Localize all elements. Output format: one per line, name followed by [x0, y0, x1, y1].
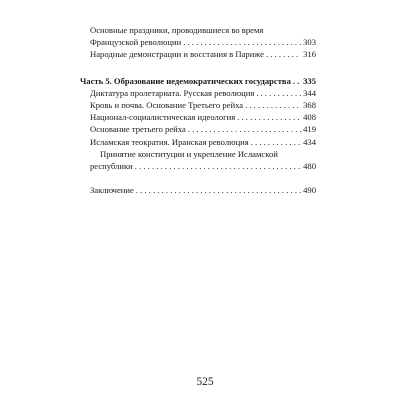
table-of-contents: [80, 24, 316, 196]
dot-leader: [136, 184, 301, 196]
toc-entry-title: Народные демонстрации и восстания в Париже: [90, 49, 264, 60]
toc-entry-page: 368: [303, 100, 316, 111]
toc-entry-page: 480: [303, 161, 316, 172]
toc-entry[interactable]: [80, 123, 316, 135]
toc-entry-line: Основные праздники, проводившиеся во время: [90, 25, 264, 35]
dot-leader: [183, 36, 301, 48]
toc-entry-conclusion[interactable]: [80, 184, 316, 196]
toc-entry[interactable]: [80, 36, 316, 48]
dot-leader: [266, 48, 301, 60]
toc-part-heading[interactable]: [80, 75, 316, 87]
dot-leader: [293, 75, 301, 87]
spacer: [80, 172, 316, 184]
toc-entry[interactable]: [80, 160, 316, 172]
dot-leader: [245, 99, 301, 111]
dot-leader: [251, 136, 301, 148]
toc-entry-page: 316: [303, 49, 316, 60]
toc-entry-title: Диктатура пролетариата. Русская революция: [90, 87, 255, 98]
toc-entry-title: Национал-социалистическая идеология: [90, 112, 236, 123]
toc-entry-title: Кровь и почва. Основание Третьего рейха: [90, 100, 244, 111]
toc-entry-page: 408: [303, 112, 316, 123]
toc-entry-page: 419: [303, 124, 316, 135]
toc-entry-title: Французской революции: [90, 37, 182, 48]
toc-entry-title: Заключение: [90, 185, 134, 196]
toc-entry-line: Принятие конституции и укрепление Исламской: [100, 148, 278, 159]
page-number: 525: [196, 376, 214, 388]
toc-entry-page: 344: [303, 87, 316, 98]
toc-entry-page: 434: [303, 136, 316, 147]
spacer: [80, 61, 316, 75]
toc-entry-title: Основание третьего рейха: [90, 124, 186, 135]
toc-entry[interactable]: [80, 48, 316, 60]
toc-entry-title: Исламская теократия. Иранская революция: [90, 136, 249, 147]
toc-entry-page: 303: [303, 37, 316, 48]
toc-entry[interactable]: [80, 87, 316, 99]
toc-entry-title: республики: [90, 161, 133, 172]
toc-entry-page: 490: [303, 185, 316, 196]
toc-part-title: Часть 5. Образование недемократических государства: [80, 75, 291, 86]
toc-entry[interactable]: [80, 99, 316, 111]
toc-entry[interactable]: [80, 136, 316, 148]
dot-leader: [237, 111, 301, 123]
dot-leader: [135, 160, 301, 172]
toc-part-page: 335: [303, 75, 316, 86]
dot-leader: [256, 87, 301, 99]
dot-leader: [188, 123, 301, 135]
toc-entry[interactable]: [80, 111, 316, 123]
